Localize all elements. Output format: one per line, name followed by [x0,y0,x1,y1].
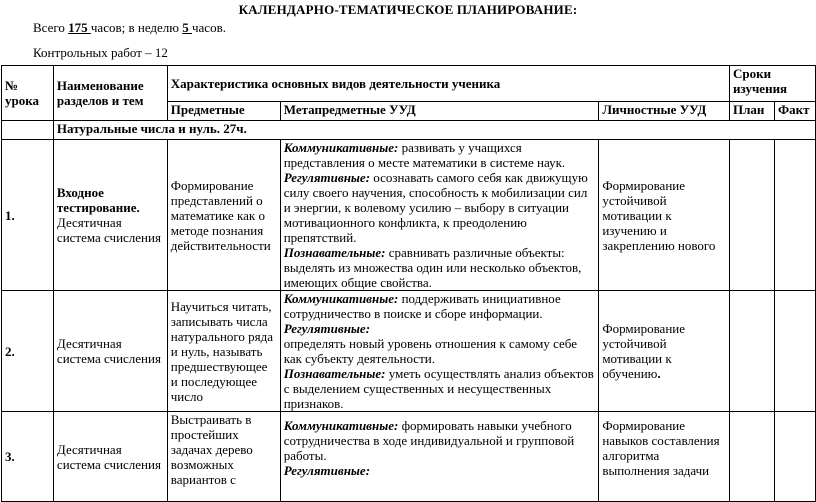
comm-text: формировать навыки учебного сотрудничества в ходе индивидуальной и групповой работы. [283,418,575,463]
table-row [2,291,816,412]
meta-results [280,412,599,502]
lesson-number: 1. [2,140,54,291]
hours-week: 5 [182,20,192,35]
reg-text: осознавать самого себя как движущую силу своего научения, способность к мобилизации сил и энергии, к волевому усилию – выбору в ситуации мотивационного конфликта, к преодолению препятствий. [283,170,588,245]
plan-cell [730,291,775,412]
hours-suffix: часов. [192,20,226,35]
personal-results: Формирование устойчивой мотивации к изучению и закреплению нового [599,140,730,291]
reg-label: Регулятивные: [283,321,371,336]
header-fact: Факт [774,102,815,121]
section-title: Натуральные числа и нуль. 27ч. [53,121,815,140]
personal-results [599,291,730,412]
control-works-line: Контрольных работ – 12 [33,45,168,60]
reg-text: определять новый уровень отношения к самому себе как субъекту деятельности. [283,336,578,366]
cog-text: уметь осуществлять анализ объектов с выделением существенных и несущественных признаков. [283,366,594,411]
header-section-name: Наименование разделов и тем [53,66,167,121]
header-lesson-num: № урока [2,66,54,121]
total-hours-line [33,20,226,36]
comm-text: поддерживать инициативное сотрудничество в поиске и сборе информации. [283,291,561,321]
section-row [2,121,816,140]
section-empty-cell [2,121,54,140]
subject-results: Выстраивать в простейших задачах дерево возможных вариантов с [167,412,280,502]
meta-results [280,140,599,291]
header-terms: Сроки изучения [730,66,816,102]
comm-label: Коммуникативные: [283,291,399,306]
personal-text: Формирование устойчивой мотивации к обучению [602,321,686,381]
header-row-1 [2,66,816,102]
lesson-topic: Десятичная система счисления [53,291,167,412]
reg-label: Регулятивные: [283,463,371,478]
table-row [2,140,816,291]
header-personal: Личностные УУД [599,102,730,121]
subject-results: Научиться читать, записывать числа натурального ряда и нуль, называть предшествующее и последующее число [167,291,280,412]
document-title: КАЛЕНДАРНО-ТЕМАТИЧЕСКОЕ ПЛАНИРОВАНИЕ: [238,2,578,17]
header-plan: План [730,102,775,121]
hours-total: 175 [68,20,91,35]
header-subject: Предметные [167,102,280,121]
header-activity: Характеристика основных видов деятельности ученика [167,66,729,102]
header-meta: Метапредметные УУД [280,102,599,121]
lesson-number: 3. [2,412,54,502]
fact-cell [774,140,815,291]
topic-rest: Десятичная система счисления [56,215,161,245]
hours-mid: часов; в неделю [90,20,183,35]
lesson-topic: Десятичная система счисления [53,412,167,502]
plan-cell [730,140,775,291]
cog-label: Познавательные: [283,245,386,260]
comm-label: Коммуникативные: [283,418,399,433]
planning-table [1,65,816,502]
lesson-number: 2. [2,291,54,412]
meta-results [280,291,599,412]
subject-results: Формирование представлений о математике как о методе познания действительности [167,140,280,291]
lesson-topic [53,140,167,291]
comm-label: Коммуникативные: [283,140,399,155]
hours-prefix: Всего [33,20,69,35]
personal-results: Формирование навыков составления алгоритма выполнения задачи [599,412,730,502]
fact-cell [774,412,815,502]
plan-cell [730,412,775,502]
comm-text: развивать у учащихся представления о месте математики в системе наук. [283,140,566,170]
cog-label: Познавательные: [283,366,386,381]
personal-dot: . [657,366,661,381]
topic-bold: Входное тестирование. [56,185,140,215]
fact-cell [774,291,815,412]
table-row [2,412,816,502]
reg-label: Регулятивные: [283,170,371,185]
cog-text: сравнивать различные объекты: выделять из множества один или несколько объектов, имеющих общие свойства. [283,245,582,290]
